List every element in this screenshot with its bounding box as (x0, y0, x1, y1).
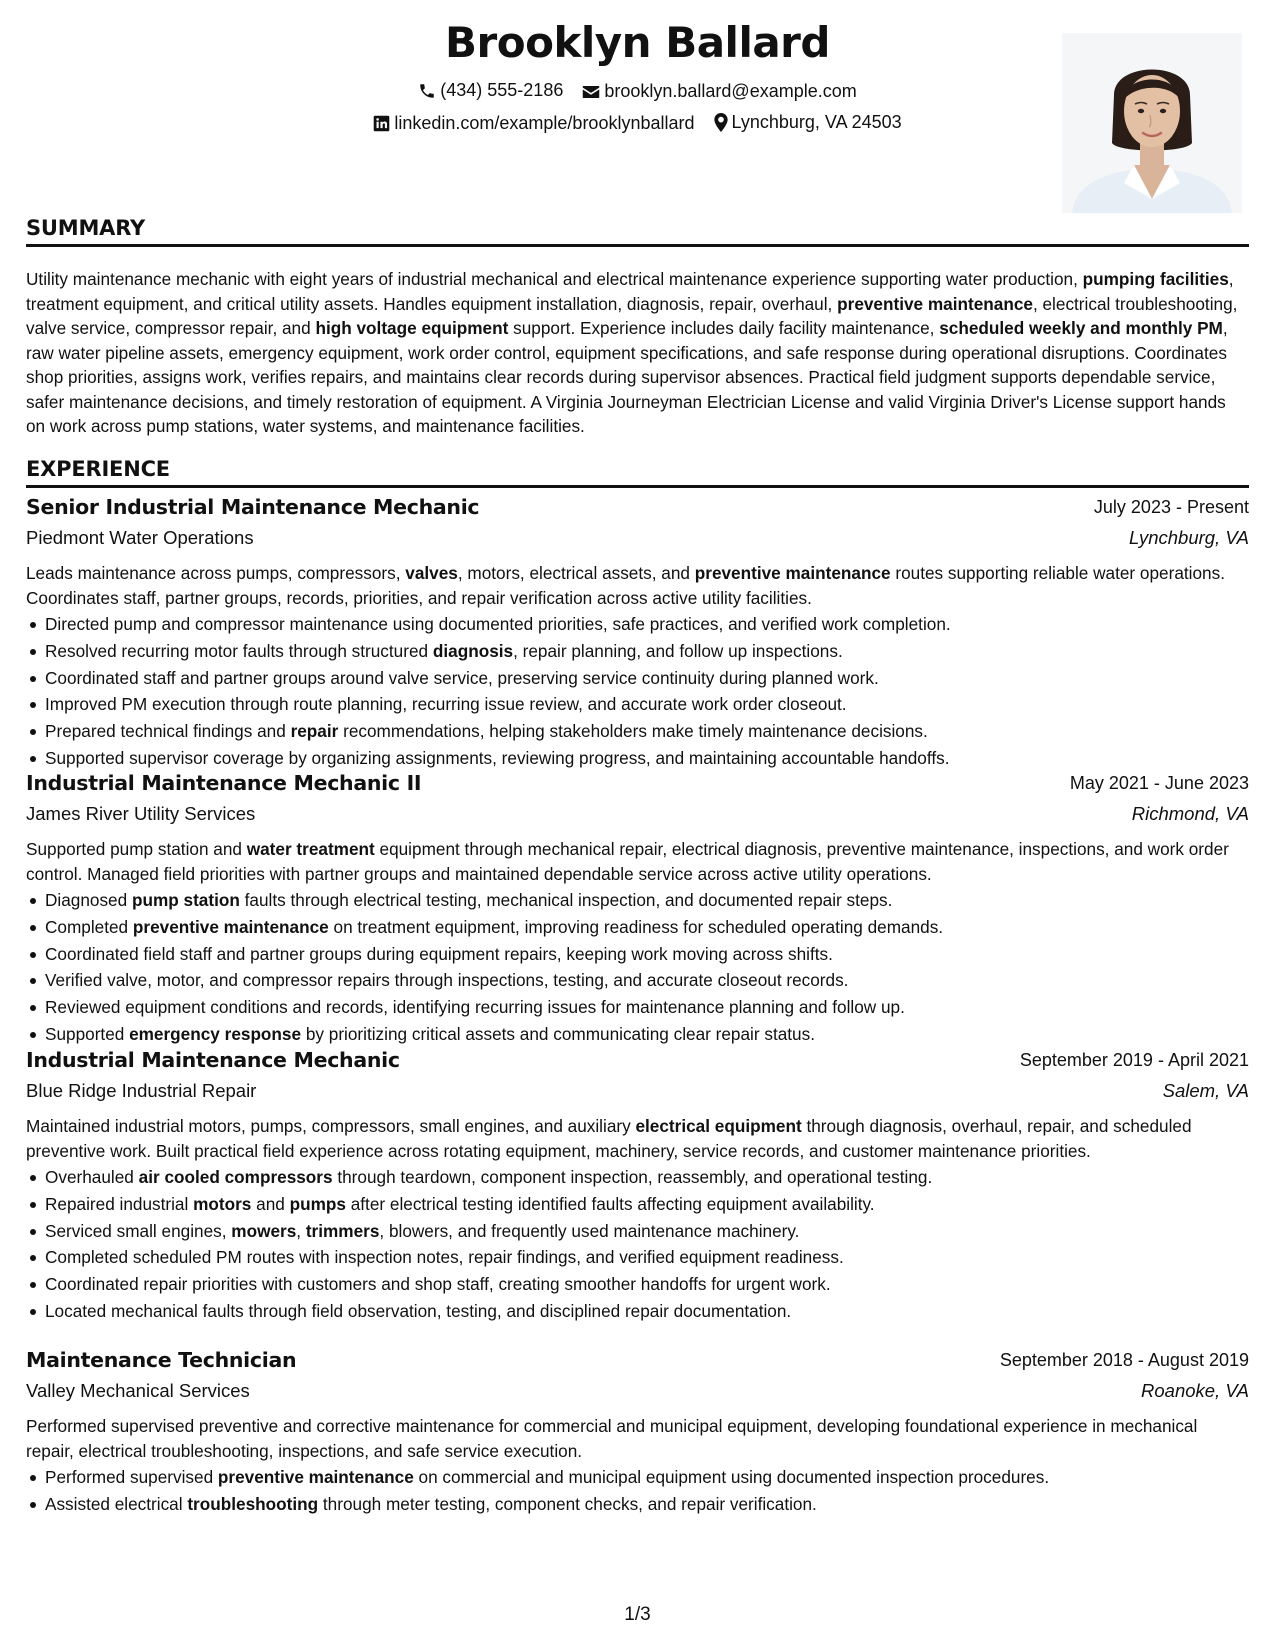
text-run: Located mechanical faults through field observation, testing, and disciplined repair documentation. (45, 1300, 792, 1321)
text-run: recommendations, helping stakeholders make timely maintenance decisions. (338, 721, 928, 742)
job-location: Lynchburg, VA (1129, 527, 1249, 548)
summary-text (26, 267, 1249, 439)
job-title: Industrial Maintenance Mechanic (26, 1048, 400, 1072)
job-company: Piedmont Water Operations (26, 527, 254, 548)
linkedin-text[interactable]: linkedin.com/example/brooklynballard (394, 113, 695, 133)
location-text: Lynchburg, VA 24503 (731, 112, 902, 132)
emphasis-text: trimmers (305, 1220, 380, 1241)
job-subheader (26, 803, 1249, 837)
text-run: through diagnosis, overhaul, repair, and scheduled preventive work. Built practical field experience across rotating equipment, machinery, service records, and customer maintenance priorities. (26, 1116, 1192, 1161)
text-run: Resolved recurring motor faults through structured (45, 640, 433, 661)
text-run: Coordinated field staff and partner groups during equipment repairs, keeping work moving across shifts. (45, 943, 833, 964)
text-run: , motors, electrical assets, and (457, 563, 695, 583)
job-subheader (26, 1380, 1249, 1414)
envelope-icon (582, 84, 600, 100)
job-bullets (26, 1164, 1249, 1325)
experience-entry (26, 1348, 1249, 1518)
bullet-item (26, 1218, 1249, 1245)
text-run: , (296, 1220, 306, 1241)
job-bullets (26, 1464, 1249, 1518)
experience-entry (26, 771, 1249, 1048)
location-contact (714, 112, 902, 133)
job-header (26, 1348, 1249, 1380)
bullet-item (26, 691, 1249, 718)
bullet-item (26, 1021, 1249, 1048)
job-description (26, 1114, 1249, 1163)
email-contact[interactable] (582, 81, 856, 102)
phone-icon (418, 82, 436, 100)
text-run: support. Experience includes daily facility maintenance, (508, 318, 940, 338)
phone-text: (434) 555-2186 (440, 80, 564, 100)
map-pin-icon (714, 113, 728, 132)
job-company: Valley Mechanical Services (26, 1380, 250, 1401)
text-run: Coordinated repair priorities with customers and shop staff, creating smoother handoffs for urgent work. (45, 1274, 831, 1295)
job-title: Industrial Maintenance Mechanic II (26, 771, 422, 795)
text-run: , treatment equipment, and critical utility assets. Handles equipment installation, diagnosis, repair, overhaul, (26, 269, 1234, 314)
text-run: Performed supervised preventive and corrective maintenance for commercial and municipal equipment, developing foundational experience in mechanical repair, electrical troubleshooting, inspections, and safe service execution. (26, 1416, 1198, 1461)
text-run: , repair planning, and follow up inspections. (513, 640, 843, 661)
resume-page (26, 0, 1249, 1650)
text-run: Diagnosed (45, 890, 132, 910)
job-description (26, 837, 1249, 886)
linkedin-contact[interactable] (373, 113, 694, 134)
emphasis-text: pumps (289, 1193, 346, 1214)
job-subheader (26, 527, 1249, 561)
text-run: Overhauled (45, 1167, 139, 1187)
experience-heading: EXPERIENCE (26, 457, 1249, 488)
text-run: Improved PM execution through route planning, recurring issue review, and accurate work order closeout. (45, 694, 847, 715)
bullet-item (26, 1191, 1249, 1218)
text-run: Maintained industrial motors, pumps, compressors, small engines, and auxiliary (26, 1116, 636, 1136)
emphasis-text: air cooled compressors (138, 1167, 333, 1187)
text-run: Completed scheduled PM routes with inspection notes, repair findings, and verified equipment readiness. (45, 1247, 844, 1268)
emphasis-text: preventive maintenance (217, 1467, 414, 1487)
text-run: Coordinated staff and partner groups around valve service, preserving service continuity during planned work. (45, 667, 879, 688)
emphasis-text: electrical equipment (635, 1116, 802, 1136)
text-run: , electrical troubleshooting, valve service, compressor repair, and (26, 293, 1238, 338)
emphasis-text: repair (290, 721, 339, 742)
emphasis-text: pump station (131, 890, 240, 910)
job-company: James River Utility Services (26, 803, 256, 824)
emphasis-text: valves (405, 563, 458, 583)
text-run: Assisted electrical (45, 1493, 188, 1514)
text-run: faults through electrical testing, mechanical inspection, and documented repair steps. (239, 890, 893, 910)
job-header (26, 1048, 1249, 1080)
emphasis-text: preventive maintenance (837, 293, 1033, 314)
text-run: on commercial and municipal equipment using documented inspection procedures. (413, 1467, 1050, 1487)
job-bullets (26, 611, 1249, 772)
text-run: , raw water pipeline assets, emergency equipment, work order control, equipment specifications, and safe response during operational disruptions. Coordinates shop priorities, assigns work, verifies repairs, and maintains clear records during supervisor absences. Practical field judgment supports dependable service, safer maintenance decisions, and timely restoration of equipment. A Virginia Journeyman Electrician License and valid Virginia Driver's License support hands on work across pump stations, water systems, and maintenance facilities. (26, 318, 1228, 436)
bullet-item (26, 1491, 1249, 1518)
job-location: Roanoke, VA (1141, 1380, 1249, 1401)
text-run: Supported (45, 1023, 130, 1044)
bullet-item (26, 1244, 1249, 1271)
job-dates: September 2018 - August 2019 (999, 1350, 1249, 1370)
job-bullets (26, 887, 1249, 1048)
bullet-item (26, 611, 1249, 638)
text-run: Verified valve, motor, and compressor repairs through inspections, testing, and accurate closeout records. (45, 970, 849, 991)
text-run: , blowers, and frequently used maintenance machinery. (379, 1220, 800, 1241)
bullet-item (26, 967, 1249, 994)
candidate-name: Brooklyn Ballard (445, 18, 830, 67)
job-dates: July 2023 - Present (1093, 497, 1249, 517)
job-location: Richmond, VA (1131, 803, 1249, 824)
emphasis-text: scheduled weekly and monthly PM (939, 318, 1223, 338)
text-run: Performed supervised (45, 1467, 218, 1487)
bullet-item (26, 1271, 1249, 1298)
text-run: Reviewed equipment conditions and records, identifying recurring issues for maintenance planning and follow up. (45, 997, 905, 1018)
job-description (26, 1414, 1249, 1463)
text-run: through teardown, component inspection, reassembly, and operational testing. (332, 1167, 933, 1187)
text-run: by prioritizing critical assets and communicating clear repair status. (301, 1023, 815, 1044)
text-run: routes supporting reliable water operations. Coordinates staff, partner groups, records, priorities, and repair verification across active utility facilities. (26, 563, 1225, 608)
experience-entry (26, 495, 1249, 772)
bullet-item (26, 941, 1249, 968)
job-location: Salem, VA (1162, 1080, 1249, 1101)
text-run: Repaired industrial (45, 1193, 194, 1214)
bullet-item (26, 665, 1249, 692)
bullet-item (26, 718, 1249, 745)
job-title: Maintenance Technician (26, 1348, 297, 1372)
job-dates: May 2021 - June 2023 (1069, 773, 1249, 793)
text-run: through meter testing, component checks, and repair verification. (318, 1493, 817, 1514)
text-run: Prepared technical findings and (45, 721, 291, 742)
text-run: Leads maintenance across pumps, compressors, (26, 563, 406, 583)
email-text[interactable]: brooklyn.ballard@example.com (604, 81, 857, 101)
summary-heading: SUMMARY (26, 216, 1249, 247)
experience-entry (26, 1048, 1249, 1325)
phone-contact (418, 80, 563, 101)
bullet-item (26, 1298, 1249, 1325)
job-title: Senior Industrial Maintenance Mechanic (26, 495, 480, 519)
text-run: Supported supervisor coverage by organizing assignments, reviewing progress, and maintaining accountable handoffs. (45, 747, 950, 768)
emphasis-text: pumping facilities (1082, 269, 1229, 289)
bullet-item (26, 745, 1249, 772)
job-dates: September 2019 - April 2021 (1019, 1050, 1249, 1070)
text-run: Utility maintenance mechanic with eight years of industrial mechanical and electrical maintenance experience supporting water production, (26, 269, 1083, 289)
bullet-item (26, 1464, 1249, 1491)
job-header (26, 771, 1249, 803)
text-run: Directed pump and compressor maintenance using documented priorities, safe practices, and verified work completion. (45, 614, 951, 634)
bullet-item (26, 994, 1249, 1021)
emphasis-text: preventive maintenance (694, 563, 891, 583)
text-run: Serviced small engines, (45, 1220, 232, 1241)
text-run: Supported pump station and (26, 839, 247, 859)
bullet-item (26, 914, 1249, 941)
emphasis-text: emergency response (129, 1023, 302, 1044)
profile-photo (1062, 33, 1242, 213)
bullet-item (26, 1164, 1249, 1191)
job-header (26, 495, 1249, 527)
linkedin-icon (373, 115, 390, 132)
text-run: on treatment equipment, improving readiness for scheduled operating demands. (328, 916, 944, 937)
emphasis-text: motors (193, 1193, 252, 1214)
bullet-item (26, 638, 1249, 665)
emphasis-text: high voltage equipment (315, 318, 509, 338)
text-run: after electrical testing identified faults affecting equipment availability. (345, 1193, 875, 1214)
page-number: 1/3 (624, 1604, 651, 1625)
emphasis-text: water treatment (246, 839, 375, 859)
text-run: Completed (45, 916, 133, 937)
emphasis-text: preventive maintenance (132, 916, 329, 937)
job-description (26, 561, 1249, 610)
emphasis-text: diagnosis (432, 640, 514, 661)
text-run: equipment through mechanical repair, electrical diagnosis, preventive maintenance, inspections, and work order control. Managed field priorities with partner groups and maintained dependable service across active utility operations. (26, 839, 1229, 884)
text-run: and (251, 1193, 290, 1214)
bullet-item (26, 887, 1249, 914)
portrait-illustration (1062, 33, 1242, 213)
job-company: Blue Ridge Industrial Repair (26, 1080, 257, 1101)
emphasis-text: troubleshooting (187, 1493, 319, 1514)
job-subheader (26, 1080, 1249, 1114)
emphasis-text: mowers (231, 1220, 297, 1241)
